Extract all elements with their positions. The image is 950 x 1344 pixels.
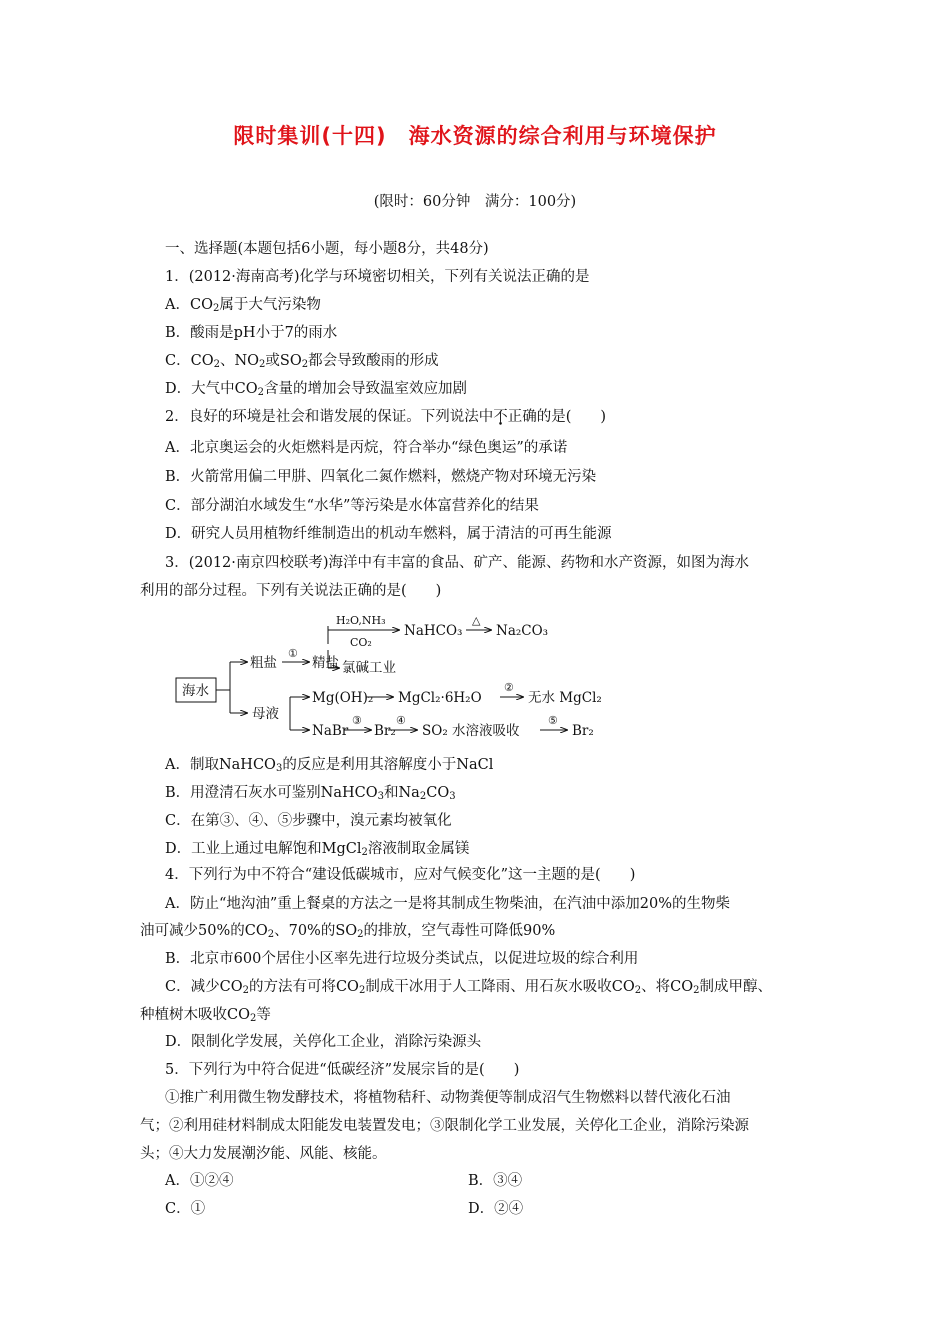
step4-marker: ④ <box>396 714 406 727</box>
q5-option-d: D．②④ <box>468 1201 524 1217</box>
q4-option-a-line2: 油可减少50%的$CO_2$、70%的$SO_2$的排放，空气毒性可降低90% <box>140 923 556 940</box>
q2-option-c: C．部分湖泊水域发生“水华”等污染是水体富营养化的结果 <box>165 498 539 514</box>
label-reagents-top: H₂O,NH₃ <box>336 614 386 627</box>
label-refined-salt: 精盐 <box>312 655 339 671</box>
q3-option-d: D．工业上通过电解饱和MgCl$_2$溶液制取金属镁 <box>165 841 470 858</box>
q2-option-d: D．研究人员用植物纤维制造出的机动车燃料，属于清洁的可再生能源 <box>165 526 612 542</box>
time-score-info: (限时：60分钟 满分：100分) <box>373 194 577 210</box>
page-title: 限时集训(十四) 海水资源的综合利用与环境保护 <box>233 124 717 148</box>
q4-option-b: B．北京市600个居住小区率先进行垃圾分类试点，以促进垃圾的综合利用 <box>165 951 639 967</box>
q5-option-a: A．①②④ <box>165 1173 234 1189</box>
label-mgcl2-hydrate: MgCl₂·6H₂O <box>398 690 482 706</box>
step2-marker: ② <box>504 681 514 694</box>
q1-stem: 1．(2012·海南高考)化学与环境密切相关，下列有关说法正确的是 <box>165 269 590 285</box>
q5-statement-line3: 头；④大力发展潮汐能、风能、核能。 <box>140 1146 387 1162</box>
label-seawater: 海水 <box>182 683 209 699</box>
q2-stem: 2．良好的环境是社会和谐发展的保证。下列说法中不正确的是( ) <box>165 409 607 425</box>
q4-option-c-line1: C．减少$CO_2$的方法有可将$CO_2$制成干冰用于人工降雨、用石灰水吸收$CO_2$、将$CO_2$制成甲醇、 <box>165 979 773 996</box>
q4-option-d: D．限制化学发展，关停化工企业，消除污染源头 <box>165 1034 482 1050</box>
label-reagent-co2: CO₂ <box>350 636 372 649</box>
label-mgoh2: Mg(OH)₂ <box>312 690 374 706</box>
q3-stem-line2: 利用的部分过程。下列有关说法正确的是( ) <box>140 583 442 599</box>
label-mother-liquor: 母液 <box>252 706 279 722</box>
q5-stem: 5．下列行为中符合促进“低碳经济”发展宗旨的是( ) <box>165 1062 520 1078</box>
q1-option-d: D．大气中$CO_2$含量的增加会导致温室效应加剧 <box>165 381 467 398</box>
emphasis-mark: 不 <box>493 409 508 425</box>
section-heading: 一、选择题(本题包括6小题，每小题8分，共48分) <box>165 241 489 257</box>
q3-option-c: C．在第③、④、⑤步骤中，溴元素均被氧化 <box>165 813 452 829</box>
label-na2co3: Na₂CO₃ <box>496 623 549 639</box>
step1-marker: ① <box>288 647 298 660</box>
label-crude-salt: 粗盐 <box>250 655 277 671</box>
q3-option-a: A．制取NaHCO$_3$的反应是利用其溶解度小于NaCl <box>165 757 494 774</box>
label-anhydrous-mgcl2: 无水 MgCl₂ <box>528 690 602 706</box>
label-so2-absorb: SO₂ 水溶液吸收 <box>422 723 520 739</box>
q3-option-b: B．用澄清石灰水可鉴别NaHCO$_3$和$Na_2CO_3$ <box>165 785 456 802</box>
step5-marker: ⑤ <box>548 714 558 727</box>
step3-marker: ③ <box>352 714 362 727</box>
q4-option-a-line1: A．防止“地沟油”重上餐桌的方法之一是将其制成生物柴油，在汽油中添加20%的生物柴 <box>165 896 731 912</box>
label-chloralkali: 氯碱工业 <box>342 660 396 676</box>
q1-option-b: B．酸雨是pH小于7的雨水 <box>165 325 338 341</box>
label-nahco3: NaHCO₃ <box>404 623 463 639</box>
label-br2: Br₂ <box>374 723 396 739</box>
q4-option-c-line2: 种植树木吸收$CO_2$等 <box>140 1007 271 1024</box>
q2-option-a: A．北京奥运会的火炬燃料是丙烷，符合举办“绿色奥运”的承诺 <box>165 440 568 456</box>
q1-option-a: A．$CO_2$属于大气污染物 <box>165 297 321 314</box>
q3-stem-line1: 3．(2012·南京四校联考)海洋中有丰富的食品、矿产、能源、药物和水产资源，如图为海水 <box>165 555 750 571</box>
label-nabr: NaBr <box>312 723 349 739</box>
seawater-process-diagram <box>170 606 630 746</box>
label-br2-final: Br₂ <box>572 723 594 739</box>
q5-option-b: B．③④ <box>468 1173 523 1189</box>
q4-stem: 4．下列行为中不符合“建设低碳城市，应对气候变化”这一主题的是( ) <box>165 867 636 883</box>
q1-option-c: C．$CO_2$、$NO_2$或$SO_2$都会导致酸雨的形成 <box>165 353 439 370</box>
q5-statement-line2: 气；②利用硅材料制成太阳能发电装置发电；③限制化学工业发展，关停化工企业，消除污染源 <box>140 1118 749 1134</box>
q2-option-b: B．火箭常用偏二甲肼、四氧化二氮作燃料，燃烧产物对环境无污染 <box>165 469 597 485</box>
q5-option-c: C．① <box>165 1201 206 1217</box>
q5-statement-line1: ①推广利用微生物发酵技术，将植物秸秆、动物粪便等制成沼气生物燃料以替代液化石油 <box>165 1090 731 1106</box>
label-heat: △ <box>472 614 481 627</box>
